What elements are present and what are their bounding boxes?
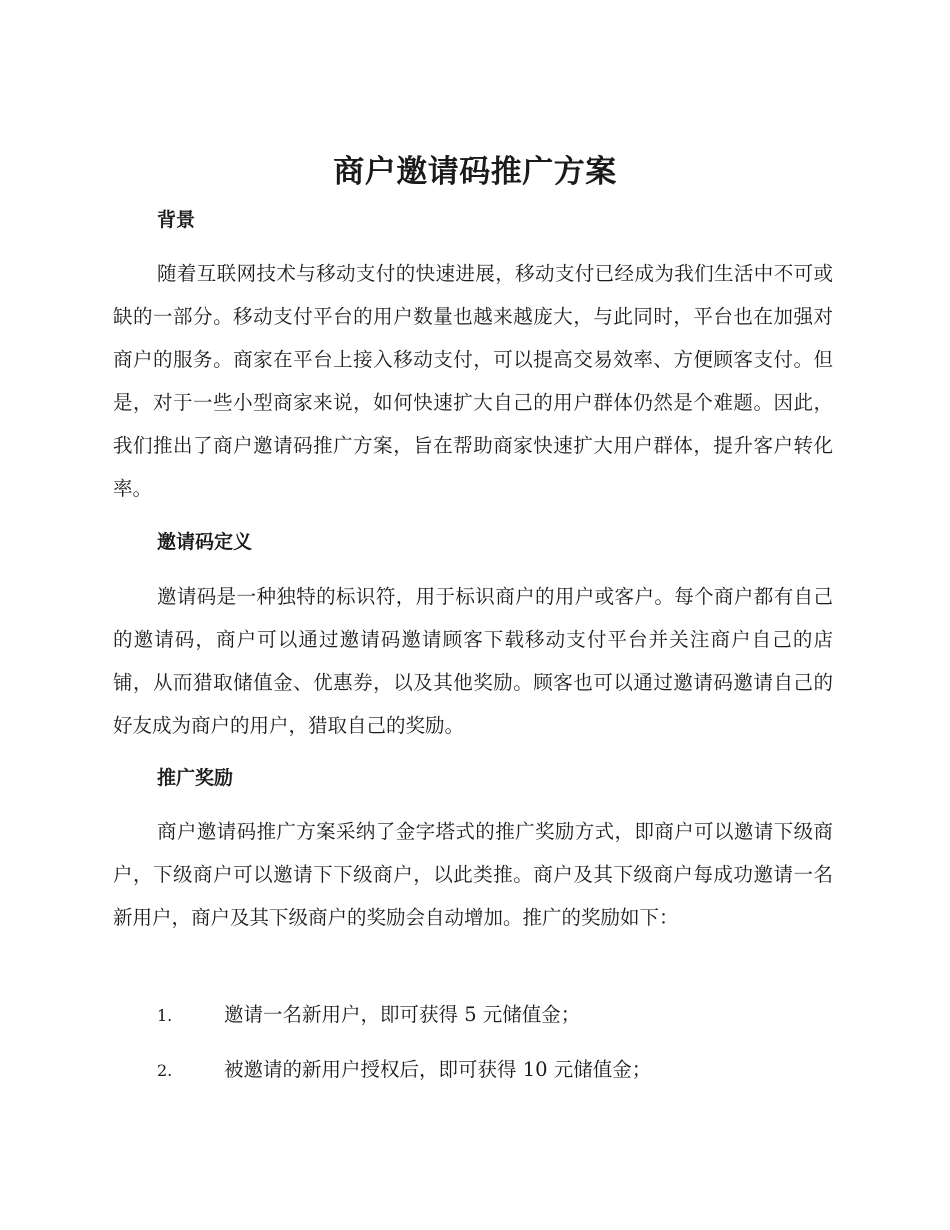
list-item-number: 2.	[157, 1061, 173, 1080]
section-heading-invite-code-definition: 邀请码定义	[157, 531, 253, 553]
list-item-text: 被邀请的新用户授权后，即可获得 10 元储值金；	[224, 1058, 652, 1081]
section-heading-background: 背景	[157, 209, 196, 231]
section-body-background: 随着互联网技术与移动支付的快速进展，移动支付已经成为我们生活中不可或缺的一部分。移动支付平台的用户数量也越来越庞大，与此同时，平台也在加强对商户的服务。商家在平台上接入移动支付，可以提高交易效率、方便顾客支付。但是，对于一些小型商家来说，如何快速扩大自己的用户群体仍然是个难题。因此，我们推出了商户邀请码推广方案，旨在帮助商家快速扩大用户群体，提升客户转化率。	[113, 262, 833, 500]
section-body-invite-code-definition: 邀请码是一种独特的标识符，用于标识商户的用户或客户。每个商户都有自己的邀请码，商户可以通过邀请码邀请顾客下载移动支付平台并关注商户自己的店铺，从而猎取储值金、优惠券，以及其他奖励。顾客也可以通过邀请码邀请自己的好友成为商户的用户，猎取自己的奖励。	[113, 585, 833, 737]
list-item-number: 1.	[157, 1006, 173, 1025]
list-item-text: 邀请一名新用户，即可获得 5 元储值金；	[224, 1003, 581, 1026]
section-body-promotion-rewards: 商户邀请码推广方案采纳了金字塔式的推广奖励方式，即商户可以邀请下级商户，下级商户可以邀请下下级商户，以此类推。商户及其下级商户每成功邀请一名新用户，商户及其下级商户的奖励会自动增加。推广的奖励如下：	[113, 820, 833, 929]
document-title: 商户邀请码推广方案	[333, 154, 617, 190]
list-item	[157, 1055, 833, 1086]
section-heading-promotion-rewards: 推广奖励	[157, 767, 234, 789]
list-item	[157, 1000, 833, 1031]
